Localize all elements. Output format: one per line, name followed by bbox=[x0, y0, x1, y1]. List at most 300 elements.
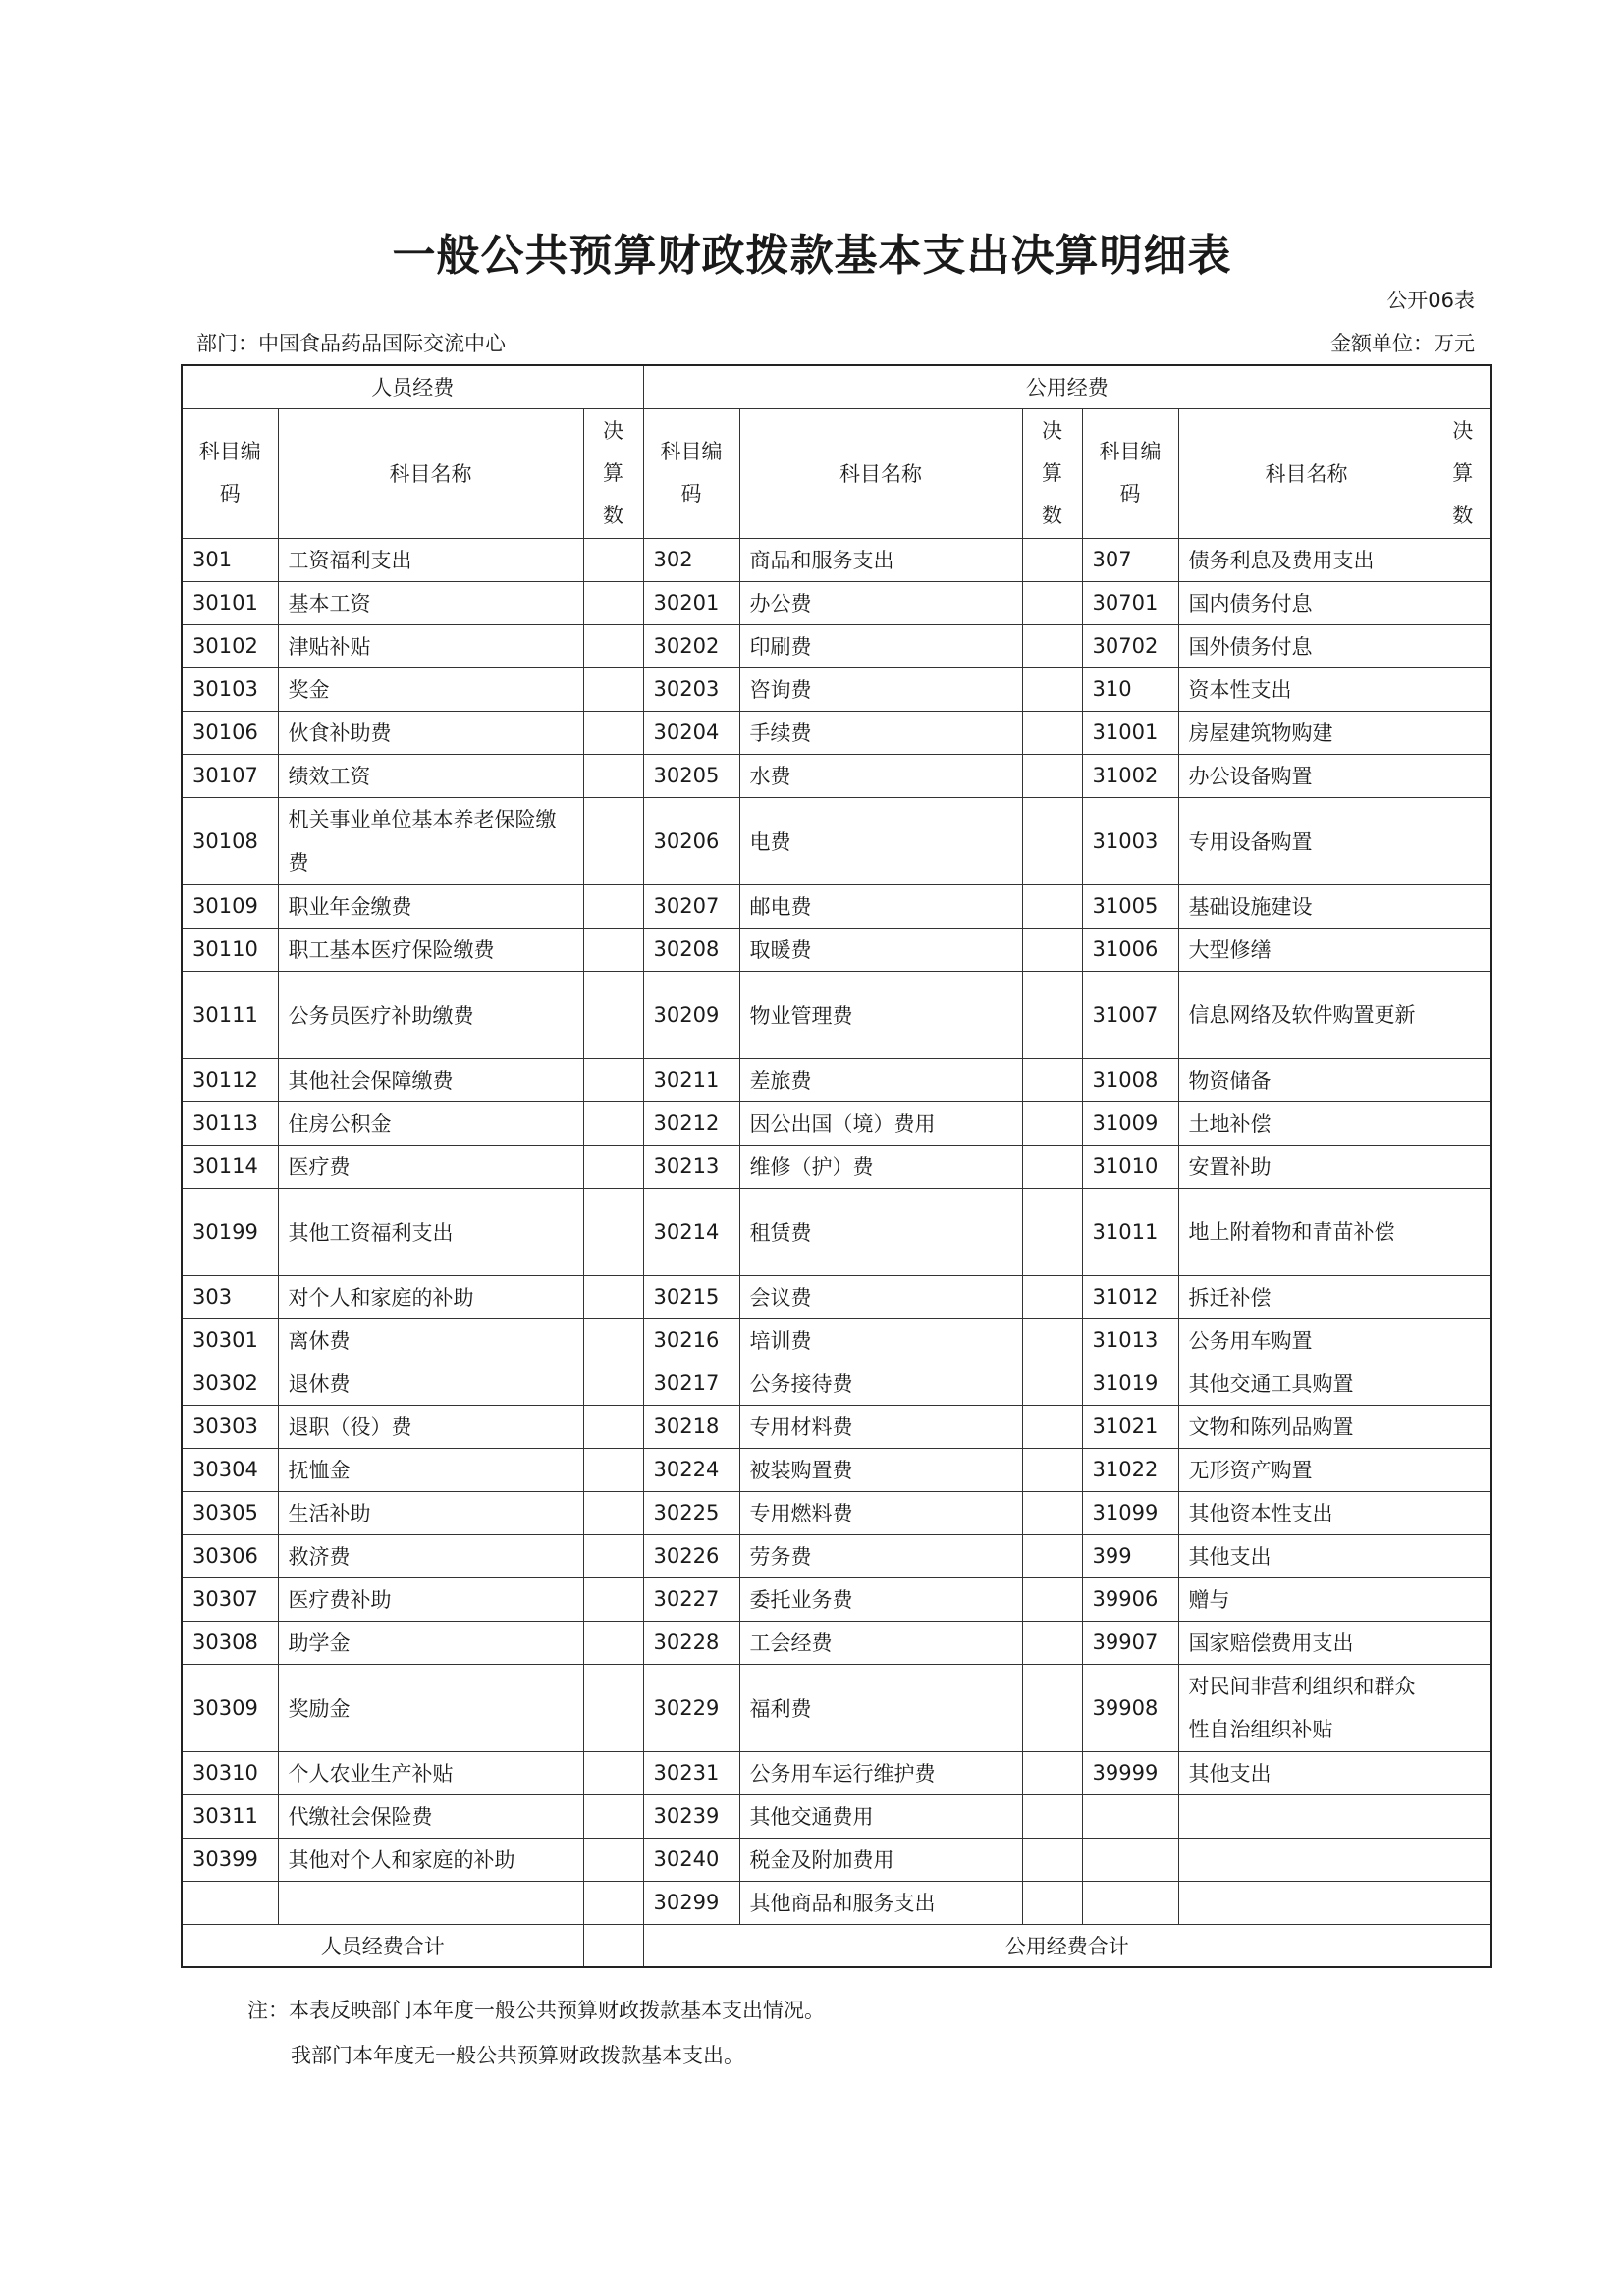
subject-code: 302 bbox=[643, 538, 739, 581]
unit-label: 金额单位：万元 bbox=[1330, 332, 1475, 355]
subject-name: 对个人和家庭的补助 bbox=[278, 1275, 583, 1318]
subject-code: 30308 bbox=[182, 1621, 278, 1664]
notes bbox=[247, 1988, 825, 2078]
subject-code: 30228 bbox=[643, 1621, 739, 1664]
subject-name: 电费 bbox=[739, 797, 1022, 884]
amount-cell bbox=[1435, 1838, 1491, 1881]
subject-name: 取暖费 bbox=[739, 928, 1022, 971]
subject-name: 其他支出 bbox=[1178, 1751, 1435, 1794]
subject-code: 30309 bbox=[182, 1664, 278, 1751]
subject-name: 公务用车购置 bbox=[1178, 1318, 1435, 1362]
subject-name: 住房公积金 bbox=[278, 1101, 583, 1145]
subject-code: 30226 bbox=[643, 1534, 739, 1577]
subject-name: 其他社会保障缴费 bbox=[278, 1058, 583, 1101]
subject-name: 债务利息及费用支出 bbox=[1178, 538, 1435, 581]
amount-cell bbox=[583, 1275, 643, 1318]
subject-code: 301 bbox=[182, 538, 278, 581]
subject-name: 其他交通工具购置 bbox=[1178, 1362, 1435, 1405]
subject-code: 30106 bbox=[182, 711, 278, 754]
table-row bbox=[182, 1751, 1491, 1794]
amount-cell bbox=[583, 1794, 643, 1838]
subject-code: 31013 bbox=[1082, 1318, 1178, 1362]
amount-cell bbox=[1435, 538, 1491, 581]
subject-name: 大型修缮 bbox=[1178, 928, 1435, 971]
subject-code: 30109 bbox=[182, 884, 278, 928]
amount-cell bbox=[1435, 1621, 1491, 1664]
subject-name: 物资储备 bbox=[1178, 1058, 1435, 1101]
subject-name: 会议费 bbox=[739, 1275, 1022, 1318]
amount-cell bbox=[583, 711, 643, 754]
subject-name: 国家赔偿费用支出 bbox=[1178, 1621, 1435, 1664]
amount-cell bbox=[583, 971, 643, 1058]
subject-code: 39906 bbox=[1082, 1577, 1178, 1621]
table-row bbox=[182, 538, 1491, 581]
total-public-label: 公用经费合计 bbox=[643, 1924, 1491, 1967]
amount-cell bbox=[583, 1448, 643, 1491]
subject-code: 399 bbox=[1082, 1534, 1178, 1577]
amount-cell bbox=[1435, 754, 1491, 797]
amount-cell bbox=[1022, 1664, 1082, 1751]
subject-code: 31012 bbox=[1082, 1275, 1178, 1318]
subject-name: 地上附着物和青苗补偿 bbox=[1178, 1188, 1435, 1275]
subject-name: 绩效工资 bbox=[278, 754, 583, 797]
amount-cell bbox=[1435, 797, 1491, 884]
subject-name: 拆迁补偿 bbox=[1178, 1275, 1435, 1318]
amount-cell bbox=[1435, 1188, 1491, 1275]
subject-code: 30303 bbox=[182, 1405, 278, 1448]
subject-code: 30224 bbox=[643, 1448, 739, 1491]
header-code: 科目编码 bbox=[1082, 408, 1178, 538]
subject-code: 31006 bbox=[1082, 928, 1178, 971]
subject-name: 商品和服务支出 bbox=[739, 538, 1022, 581]
amount-cell bbox=[1435, 1577, 1491, 1621]
subject-name: 手续费 bbox=[739, 711, 1022, 754]
subject-code: 30201 bbox=[643, 581, 739, 624]
amount-cell bbox=[1022, 971, 1082, 1058]
subject-code: 30102 bbox=[182, 624, 278, 667]
amount-cell bbox=[1022, 1362, 1082, 1405]
subject-code: 31022 bbox=[1082, 1448, 1178, 1491]
subject-name: 无形资产购置 bbox=[1178, 1448, 1435, 1491]
total-personnel-value bbox=[583, 1924, 643, 1967]
amount-cell bbox=[1022, 1188, 1082, 1275]
table-row bbox=[182, 581, 1491, 624]
amount-cell bbox=[1435, 971, 1491, 1058]
subject-code: 30103 bbox=[182, 667, 278, 711]
subject-name: 国内债务付息 bbox=[1178, 581, 1435, 624]
amount-cell bbox=[1435, 1362, 1491, 1405]
subject-name: 公务接待费 bbox=[739, 1362, 1022, 1405]
subject-name: 津贴补贴 bbox=[278, 624, 583, 667]
amount-cell bbox=[583, 1058, 643, 1101]
subject-code: 30212 bbox=[643, 1101, 739, 1145]
amount-cell bbox=[1022, 1621, 1082, 1664]
table-row bbox=[182, 624, 1491, 667]
subject-name: 税金及附加费用 bbox=[739, 1838, 1022, 1881]
table-row bbox=[182, 797, 1491, 884]
subject-code: 310 bbox=[1082, 667, 1178, 711]
table-row bbox=[182, 754, 1491, 797]
subject-code: 30112 bbox=[182, 1058, 278, 1101]
subject-code: 30399 bbox=[182, 1838, 278, 1881]
amount-cell bbox=[583, 1534, 643, 1577]
amount-cell bbox=[1022, 797, 1082, 884]
amount-cell bbox=[1435, 1881, 1491, 1924]
amount-cell bbox=[583, 1664, 643, 1751]
amount-cell bbox=[583, 1881, 643, 1924]
subject-name: 资本性支出 bbox=[1178, 667, 1435, 711]
subject-name: 办公设备购置 bbox=[1178, 754, 1435, 797]
subject-name: 其他支出 bbox=[1178, 1534, 1435, 1577]
group-header-row bbox=[182, 365, 1491, 408]
amount-cell bbox=[1435, 1448, 1491, 1491]
subject-name: 信息网络及软件购置更新 bbox=[1178, 971, 1435, 1058]
subject-name: 房屋建筑物购建 bbox=[1178, 711, 1435, 754]
amount-cell bbox=[1022, 754, 1082, 797]
subject-code: 31002 bbox=[1082, 754, 1178, 797]
table-row bbox=[182, 1188, 1491, 1275]
subject-name: 基本工资 bbox=[278, 581, 583, 624]
subject-code: 30216 bbox=[643, 1318, 739, 1362]
amount-cell bbox=[1435, 884, 1491, 928]
subject-code: 31011 bbox=[1082, 1188, 1178, 1275]
amount-cell bbox=[583, 797, 643, 884]
subject-name: 其他工资福利支出 bbox=[278, 1188, 583, 1275]
amount-cell bbox=[583, 1621, 643, 1664]
group-personnel: 人员经费 bbox=[182, 365, 643, 408]
amount-cell bbox=[1435, 1664, 1491, 1751]
amount-cell bbox=[1022, 624, 1082, 667]
amount-cell bbox=[1435, 1145, 1491, 1188]
subject-code: 31019 bbox=[1082, 1362, 1178, 1405]
subject-name: 培训费 bbox=[739, 1318, 1022, 1362]
table-number: 公开06表 bbox=[1386, 289, 1475, 312]
subject-code: 30701 bbox=[1082, 581, 1178, 624]
amount-cell bbox=[1022, 1058, 1082, 1101]
department-label: 部门：中国食品药品国际交流中心 bbox=[196, 332, 506, 355]
amount-cell bbox=[583, 1405, 643, 1448]
subject-name: 医疗费 bbox=[278, 1145, 583, 1188]
amount-cell bbox=[583, 667, 643, 711]
subject-name: 租赁费 bbox=[739, 1188, 1022, 1275]
subject-code: 30299 bbox=[643, 1881, 739, 1924]
amount-cell bbox=[583, 928, 643, 971]
amount-cell bbox=[583, 1145, 643, 1188]
amount-cell bbox=[1435, 1101, 1491, 1145]
subject-code: 31008 bbox=[1082, 1058, 1178, 1101]
subject-name: 其他资本性支出 bbox=[1178, 1491, 1435, 1534]
amount-cell bbox=[1022, 1318, 1082, 1362]
subject-code: 30205 bbox=[643, 754, 739, 797]
amount-cell bbox=[1022, 884, 1082, 928]
amount-cell bbox=[583, 624, 643, 667]
amount-cell bbox=[1022, 1145, 1082, 1188]
amount-cell bbox=[583, 1101, 643, 1145]
table-row bbox=[182, 1577, 1491, 1621]
amount-cell bbox=[1022, 1881, 1082, 1924]
amount-cell bbox=[1022, 1794, 1082, 1838]
table-row bbox=[182, 1145, 1491, 1188]
subject-code: 30217 bbox=[643, 1362, 739, 1405]
subject-name: 抚恤金 bbox=[278, 1448, 583, 1491]
subject-code: 30211 bbox=[643, 1058, 739, 1101]
subject-name: 委托业务费 bbox=[739, 1577, 1022, 1621]
amount-cell bbox=[1022, 1491, 1082, 1534]
subject-name: 奖励金 bbox=[278, 1664, 583, 1751]
subject-code: 30306 bbox=[182, 1534, 278, 1577]
subject-code: 30239 bbox=[643, 1794, 739, 1838]
subject-code bbox=[1082, 1838, 1178, 1881]
header-name: 科目名称 bbox=[278, 408, 583, 538]
amount-cell bbox=[1022, 581, 1082, 624]
amount-cell bbox=[583, 581, 643, 624]
amount-cell bbox=[583, 1577, 643, 1621]
subject-name: 咨询费 bbox=[739, 667, 1022, 711]
amount-cell bbox=[583, 1318, 643, 1362]
subject-code: 30231 bbox=[643, 1751, 739, 1794]
subject-code: 39999 bbox=[1082, 1751, 1178, 1794]
subject-code: 30227 bbox=[643, 1577, 739, 1621]
subject-name: 离休费 bbox=[278, 1318, 583, 1362]
subject-code: 30202 bbox=[643, 624, 739, 667]
header-name: 科目名称 bbox=[739, 408, 1022, 538]
table-row bbox=[182, 928, 1491, 971]
subject-code: 30114 bbox=[182, 1145, 278, 1188]
page-title: 一般公共预算财政拨款基本支出决算明细表 bbox=[392, 231, 1232, 281]
table-row bbox=[182, 1534, 1491, 1577]
table-row bbox=[182, 667, 1491, 711]
subject-name: 奖金 bbox=[278, 667, 583, 711]
subject-code: 30311 bbox=[182, 1794, 278, 1838]
amount-cell bbox=[1435, 667, 1491, 711]
subject-code: 30225 bbox=[643, 1491, 739, 1534]
subject-code: 31005 bbox=[1082, 884, 1178, 928]
note-line-1: 注：本表反映部门本年度一般公共预算财政拨款基本支出情况。 bbox=[247, 1999, 825, 2022]
subject-code: 30204 bbox=[643, 711, 739, 754]
subject-code: 30301 bbox=[182, 1318, 278, 1362]
amount-cell bbox=[1435, 1405, 1491, 1448]
amount-cell bbox=[1022, 1838, 1082, 1881]
subject-name bbox=[1178, 1794, 1435, 1838]
subject-name: 专用材料费 bbox=[739, 1405, 1022, 1448]
subject-code: 31021 bbox=[1082, 1405, 1178, 1448]
amount-cell bbox=[1022, 667, 1082, 711]
table-row bbox=[182, 1101, 1491, 1145]
subject-name: 工资福利支出 bbox=[278, 538, 583, 581]
amount-cell bbox=[1022, 1751, 1082, 1794]
subject-name: 职工基本医疗保险缴费 bbox=[278, 928, 583, 971]
amount-cell bbox=[1022, 1448, 1082, 1491]
amount-cell bbox=[583, 1491, 643, 1534]
subject-name: 赠与 bbox=[1178, 1577, 1435, 1621]
subject-name: 退职（役）费 bbox=[278, 1405, 583, 1448]
amount-cell bbox=[1435, 1751, 1491, 1794]
subject-name: 国外债务付息 bbox=[1178, 624, 1435, 667]
subject-name bbox=[1178, 1881, 1435, 1924]
amount-cell bbox=[1435, 928, 1491, 971]
subject-name: 退休费 bbox=[278, 1362, 583, 1405]
amount-cell bbox=[1022, 1577, 1082, 1621]
subject-code: 30304 bbox=[182, 1448, 278, 1491]
table-row bbox=[182, 1621, 1491, 1664]
subject-code: 31010 bbox=[1082, 1145, 1178, 1188]
subject-name: 邮电费 bbox=[739, 884, 1022, 928]
table-row bbox=[182, 1838, 1491, 1881]
subject-name: 基础设施建设 bbox=[1178, 884, 1435, 928]
amount-cell bbox=[583, 538, 643, 581]
subject-name: 伙食补助费 bbox=[278, 711, 583, 754]
amount-cell bbox=[1435, 1318, 1491, 1362]
subject-name: 福利费 bbox=[739, 1664, 1022, 1751]
subject-code: 30101 bbox=[182, 581, 278, 624]
amount-cell bbox=[1435, 1491, 1491, 1534]
subject-name: 公务用车运行维护费 bbox=[739, 1751, 1022, 1794]
amount-cell bbox=[1435, 1058, 1491, 1101]
subject-code: 30108 bbox=[182, 797, 278, 884]
subject-name bbox=[278, 1881, 583, 1924]
table-row bbox=[182, 1318, 1491, 1362]
subject-code: 30702 bbox=[1082, 624, 1178, 667]
subject-name bbox=[1178, 1838, 1435, 1881]
subject-code: 30213 bbox=[643, 1145, 739, 1188]
subject-code: 30203 bbox=[643, 667, 739, 711]
amount-cell bbox=[583, 884, 643, 928]
subject-code bbox=[1082, 1881, 1178, 1924]
amount-cell bbox=[1022, 1405, 1082, 1448]
subject-name: 公务员医疗补助缴费 bbox=[278, 971, 583, 1058]
subject-code: 31001 bbox=[1082, 711, 1178, 754]
subject-code: 30199 bbox=[182, 1188, 278, 1275]
subject-code: 303 bbox=[182, 1275, 278, 1318]
subject-name: 对民间非营利组织和群众性自治组织补贴 bbox=[1178, 1664, 1435, 1751]
subject-code bbox=[1082, 1794, 1178, 1838]
subject-name: 生活补助 bbox=[278, 1491, 583, 1534]
subject-name: 救济费 bbox=[278, 1534, 583, 1577]
subject-name: 被装购置费 bbox=[739, 1448, 1022, 1491]
subject-code: 30208 bbox=[643, 928, 739, 971]
amount-cell bbox=[1435, 1275, 1491, 1318]
amount-cell bbox=[1435, 1534, 1491, 1577]
subject-name: 机关事业单位基本养老保险缴费 bbox=[278, 797, 583, 884]
amount-cell bbox=[1022, 711, 1082, 754]
subject-name: 工会经费 bbox=[739, 1621, 1022, 1664]
subject-code: 31009 bbox=[1082, 1101, 1178, 1145]
column-header-row bbox=[182, 408, 1491, 538]
amount-cell bbox=[1022, 1275, 1082, 1318]
subject-code: 31003 bbox=[1082, 797, 1178, 884]
subject-code: 30240 bbox=[643, 1838, 739, 1881]
table-row bbox=[182, 1794, 1491, 1838]
subject-name: 助学金 bbox=[278, 1621, 583, 1664]
table-body bbox=[182, 365, 1491, 1924]
amount-cell bbox=[583, 1751, 643, 1794]
subject-name: 医疗费补助 bbox=[278, 1577, 583, 1621]
subject-name: 安置补助 bbox=[1178, 1145, 1435, 1188]
amount-cell bbox=[1022, 928, 1082, 971]
subject-name: 专用设备购置 bbox=[1178, 797, 1435, 884]
amount-cell bbox=[1022, 1534, 1082, 1577]
header-amount: 决算数 bbox=[1022, 408, 1082, 538]
amount-cell bbox=[1022, 538, 1082, 581]
subject-code: 30215 bbox=[643, 1275, 739, 1318]
amount-cell bbox=[583, 754, 643, 797]
subject-code: 30207 bbox=[643, 884, 739, 928]
amount-cell bbox=[1435, 624, 1491, 667]
table-row bbox=[182, 1362, 1491, 1405]
table-row bbox=[182, 1448, 1491, 1491]
subject-code: 30206 bbox=[643, 797, 739, 884]
subject-name: 维修（护）费 bbox=[739, 1145, 1022, 1188]
subject-name: 物业管理费 bbox=[739, 971, 1022, 1058]
table-row bbox=[182, 1491, 1491, 1534]
subject-code: 39907 bbox=[1082, 1621, 1178, 1664]
subject-code: 30307 bbox=[182, 1577, 278, 1621]
table-row bbox=[182, 971, 1491, 1058]
subject-name: 差旅费 bbox=[739, 1058, 1022, 1101]
table-row bbox=[182, 1405, 1491, 1448]
amount-cell bbox=[583, 1362, 643, 1405]
table-row bbox=[182, 1881, 1491, 1924]
header-code: 科目编码 bbox=[182, 408, 278, 538]
amount-cell bbox=[583, 1838, 643, 1881]
table-row bbox=[182, 1664, 1491, 1751]
group-public: 公用经费 bbox=[643, 365, 1491, 408]
subject-code: 30310 bbox=[182, 1751, 278, 1794]
subject-name: 印刷费 bbox=[739, 624, 1022, 667]
subject-code: 30229 bbox=[643, 1664, 739, 1751]
amount-cell bbox=[1435, 1794, 1491, 1838]
subject-code: 31099 bbox=[1082, 1491, 1178, 1534]
note-line-2: 我部门本年度无一般公共预算财政拨款基本支出。 bbox=[291, 2044, 744, 2067]
subject-name: 专用燃料费 bbox=[739, 1491, 1022, 1534]
subject-name: 水费 bbox=[739, 754, 1022, 797]
table-row bbox=[182, 711, 1491, 754]
subject-code: 30111 bbox=[182, 971, 278, 1058]
subject-code: 30302 bbox=[182, 1362, 278, 1405]
header-code: 科目编码 bbox=[643, 408, 739, 538]
subject-code bbox=[182, 1881, 278, 1924]
subject-code: 30214 bbox=[643, 1188, 739, 1275]
subject-name: 劳务费 bbox=[739, 1534, 1022, 1577]
amount-cell bbox=[1435, 581, 1491, 624]
subject-code: 30209 bbox=[643, 971, 739, 1058]
subject-code: 30110 bbox=[182, 928, 278, 971]
subject-code: 30113 bbox=[182, 1101, 278, 1145]
subject-name: 个人农业生产补贴 bbox=[278, 1751, 583, 1794]
subject-name: 其他交通费用 bbox=[739, 1794, 1022, 1838]
subject-name: 办公费 bbox=[739, 581, 1022, 624]
amount-cell bbox=[1435, 711, 1491, 754]
subject-code: 307 bbox=[1082, 538, 1178, 581]
total-personnel-label: 人员经费合计 bbox=[182, 1924, 583, 1967]
subject-code: 30107 bbox=[182, 754, 278, 797]
amount-cell bbox=[1022, 1101, 1082, 1145]
totals-row bbox=[182, 1924, 1491, 1967]
table-row bbox=[182, 1275, 1491, 1318]
subject-code: 30305 bbox=[182, 1491, 278, 1534]
subject-code: 39908 bbox=[1082, 1664, 1178, 1751]
header-amount: 决算数 bbox=[1435, 408, 1491, 538]
subject-name: 其他对个人和家庭的补助 bbox=[278, 1838, 583, 1881]
subject-name: 因公出国（境）费用 bbox=[739, 1101, 1022, 1145]
subject-name: 土地补偿 bbox=[1178, 1101, 1435, 1145]
header-name: 科目名称 bbox=[1178, 408, 1435, 538]
table-row bbox=[182, 884, 1491, 928]
expenditure-table bbox=[181, 364, 1492, 1968]
header-amount: 决算数 bbox=[583, 408, 643, 538]
subject-name: 代缴社会保险费 bbox=[278, 1794, 583, 1838]
table-row bbox=[182, 1058, 1491, 1101]
